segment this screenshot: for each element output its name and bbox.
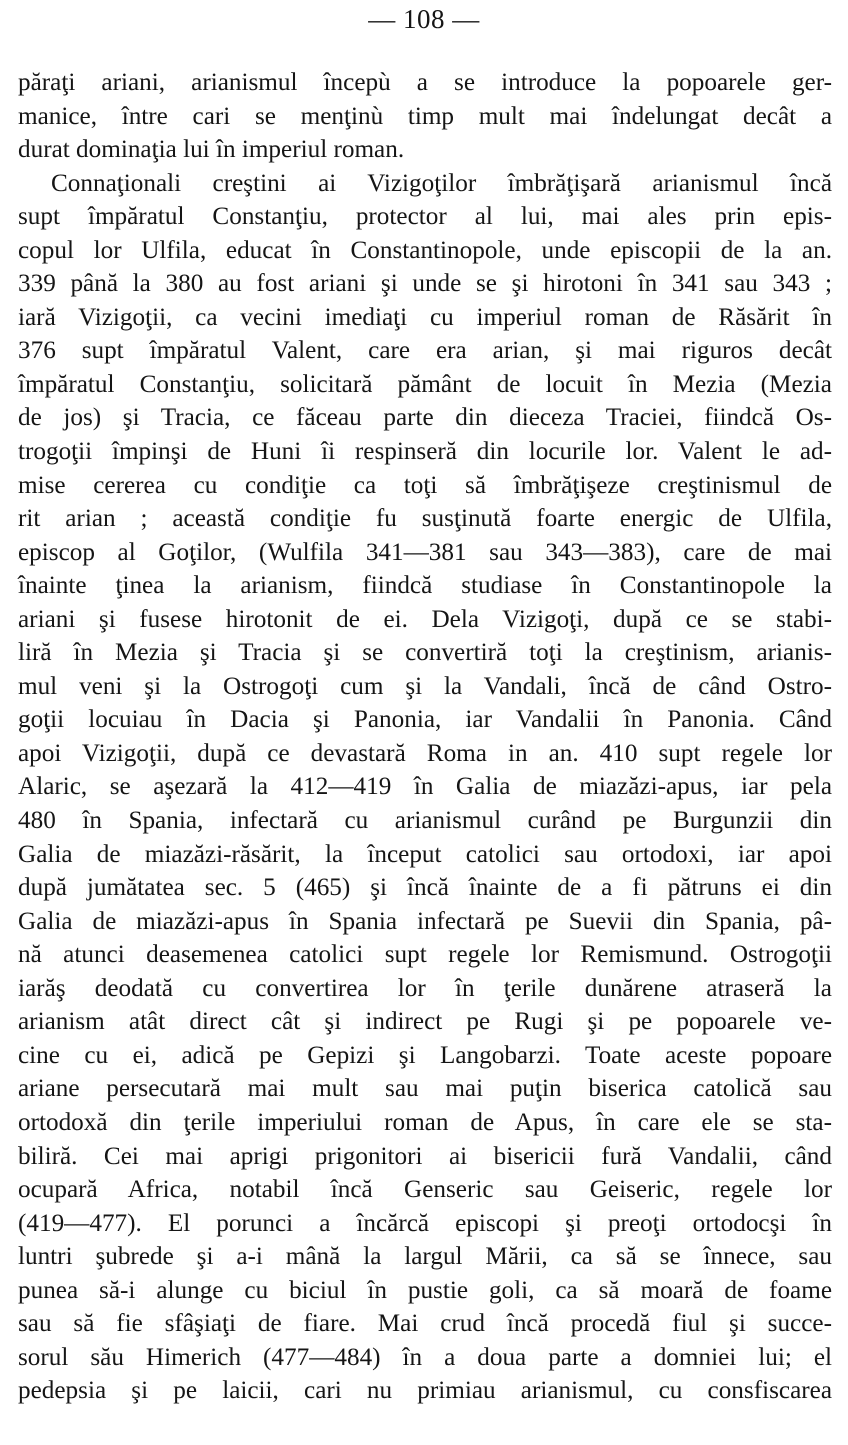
text-line: trogoţii împinşi de Huni îi respinseră din locurile lor. Valent le ad- [18,438,832,466]
text-line: 339 până la 380 au fost ariani şi unde se şi hirotoni în 341 sau 343 ; [18,270,832,298]
text-line: goţii locuiau în Dacia şi Panonia, iar Vandalii în Panonia. Când [18,706,832,734]
text-line: Galia de miazăzi-apus în Spania infectară pe Suevii din Spania, pâ- [18,907,832,935]
text-line: manice, între cari se menţinù timp mult mai îndelungat decât a [18,102,832,130]
text-line: luntri şubrede şi a-i mână la largul Mării, ca să se înnece, sau [18,1243,832,1271]
text-line: apoi Vizigoţii, după ce devastară Roma in an. 410 supt regele lor [18,739,832,767]
text-line: iarăş deodată cu convertirea lor în ţerile dunărene atraseră la [18,974,832,1002]
text-line: Alaric, se aşezară la 412—419 în Galia de miazăzi-apus, iar pela [18,773,832,801]
text-line: ocupară Africa, notabil încă Genseric sau Geiseric, regele lor [18,1176,832,1204]
text-line: nă atunci deasemenea catolici supt regele lor Remismund. Ostrogoţii [18,941,832,969]
text-line: împăratul Constanţiu, solicitară pământ de locuit în Mezia (Mezia [18,370,832,398]
text-line: ariane persecutară mai mult sau mai puţin biserica catolică sau [18,1075,832,1103]
text-line: sau să fie sfâşiaţi de fiare. Mai crud încă procedă fiul şi succe- [18,1310,832,1338]
text-line: copul lor Ulfila, educat în Constantinopole, unde episcopii de la an. [18,236,832,264]
text-line: 480 în Spania, infectară cu arianismul curând pe Burgunzii din [18,807,832,835]
page-number: — 108 — [368,4,480,34]
text-line: cine cu ei, adică pe Gepizi şi Langobarzi. Toate aceste popoare [18,1041,832,1069]
text-line: supt împăratul Constanţiu, protector al lui, mai ales prin epis- [18,203,832,231]
text-line: mul veni şi la Ostrogoţi cum şi la Vandali, încă de când Ostro- [18,672,832,700]
text-line: păraţi ariani, arianismul începù a se introduce la popoarele ger- [18,69,832,96]
text-line: biliră. Cei mai aprigi prigonitori ai bisericii fură Vandalii, când [18,1142,832,1170]
text-line: de jos) şi Tracia, ce făceau parte din dieceza Traciei, fiindcă Os- [18,404,832,432]
text-line: arianism atât direct cât şi indirect pe Rugi şi pe popoarele ve- [18,1008,832,1036]
text-line: punea să-i alunge cu biciul în pustie goli, ca să moară de foame [18,1276,832,1304]
text-line: după jumătatea sec. 5 (465) şi încă înainte de a fi pătruns ei din [18,874,832,902]
text-line: episcop al Goţilor, (Wulfila 341—381 sau 343—383), care de mai [18,538,832,566]
text-line: liră în Mezia şi Tracia şi se convertiră toţi la creştinism, arianis- [18,639,832,667]
text-line: iară Vizigoţii, ca vecini imediaţi cu imperiul roman de Răsărit în [18,303,832,331]
text-line: ariani şi fusese hirotonit de ei. Dela Vizigoţi, după ce se stabi- [18,605,832,633]
text-line: Galia de miazăzi-răsărit, la început catolici sau ortodoxi, iar apoi [18,840,832,868]
text-line: 376 supt împăratul Valent, care era arian, şi mai riguros decât [18,337,832,365]
text-line: mise cererea cu condiţie ca toţi să îmbrăţişeze creştinismul de [18,471,832,499]
text-line: durat dominaţia lui în imperiul roman. [18,136,405,164]
text-line: înainte ţinea la arianism, fiindcă studiase în Constantinopole la [18,572,832,600]
text-line: Connaţionali creştini ai Vizigoţilor îmbrăţişară arianismul încă [51,169,832,197]
text-line: ortodoxă din ţerile imperiului roman de Apus, în care ele se sta- [18,1108,832,1136]
text-line: (419—477). El porunci a încărcă episcopi şi preoţi ortodocşi în [18,1209,832,1237]
text-line: sorul său Himerich (477—484) în a doua parte a domniei lui; el [18,1343,832,1371]
body-text [18,66,832,1408]
text-line: pedepsia şi pe laicii, cari nu primiau arianismul, cu consfiscarea [18,1377,832,1405]
text-line: rit arian ; această condiţie fu susţinută foarte energic de Ulfila, [18,505,832,533]
